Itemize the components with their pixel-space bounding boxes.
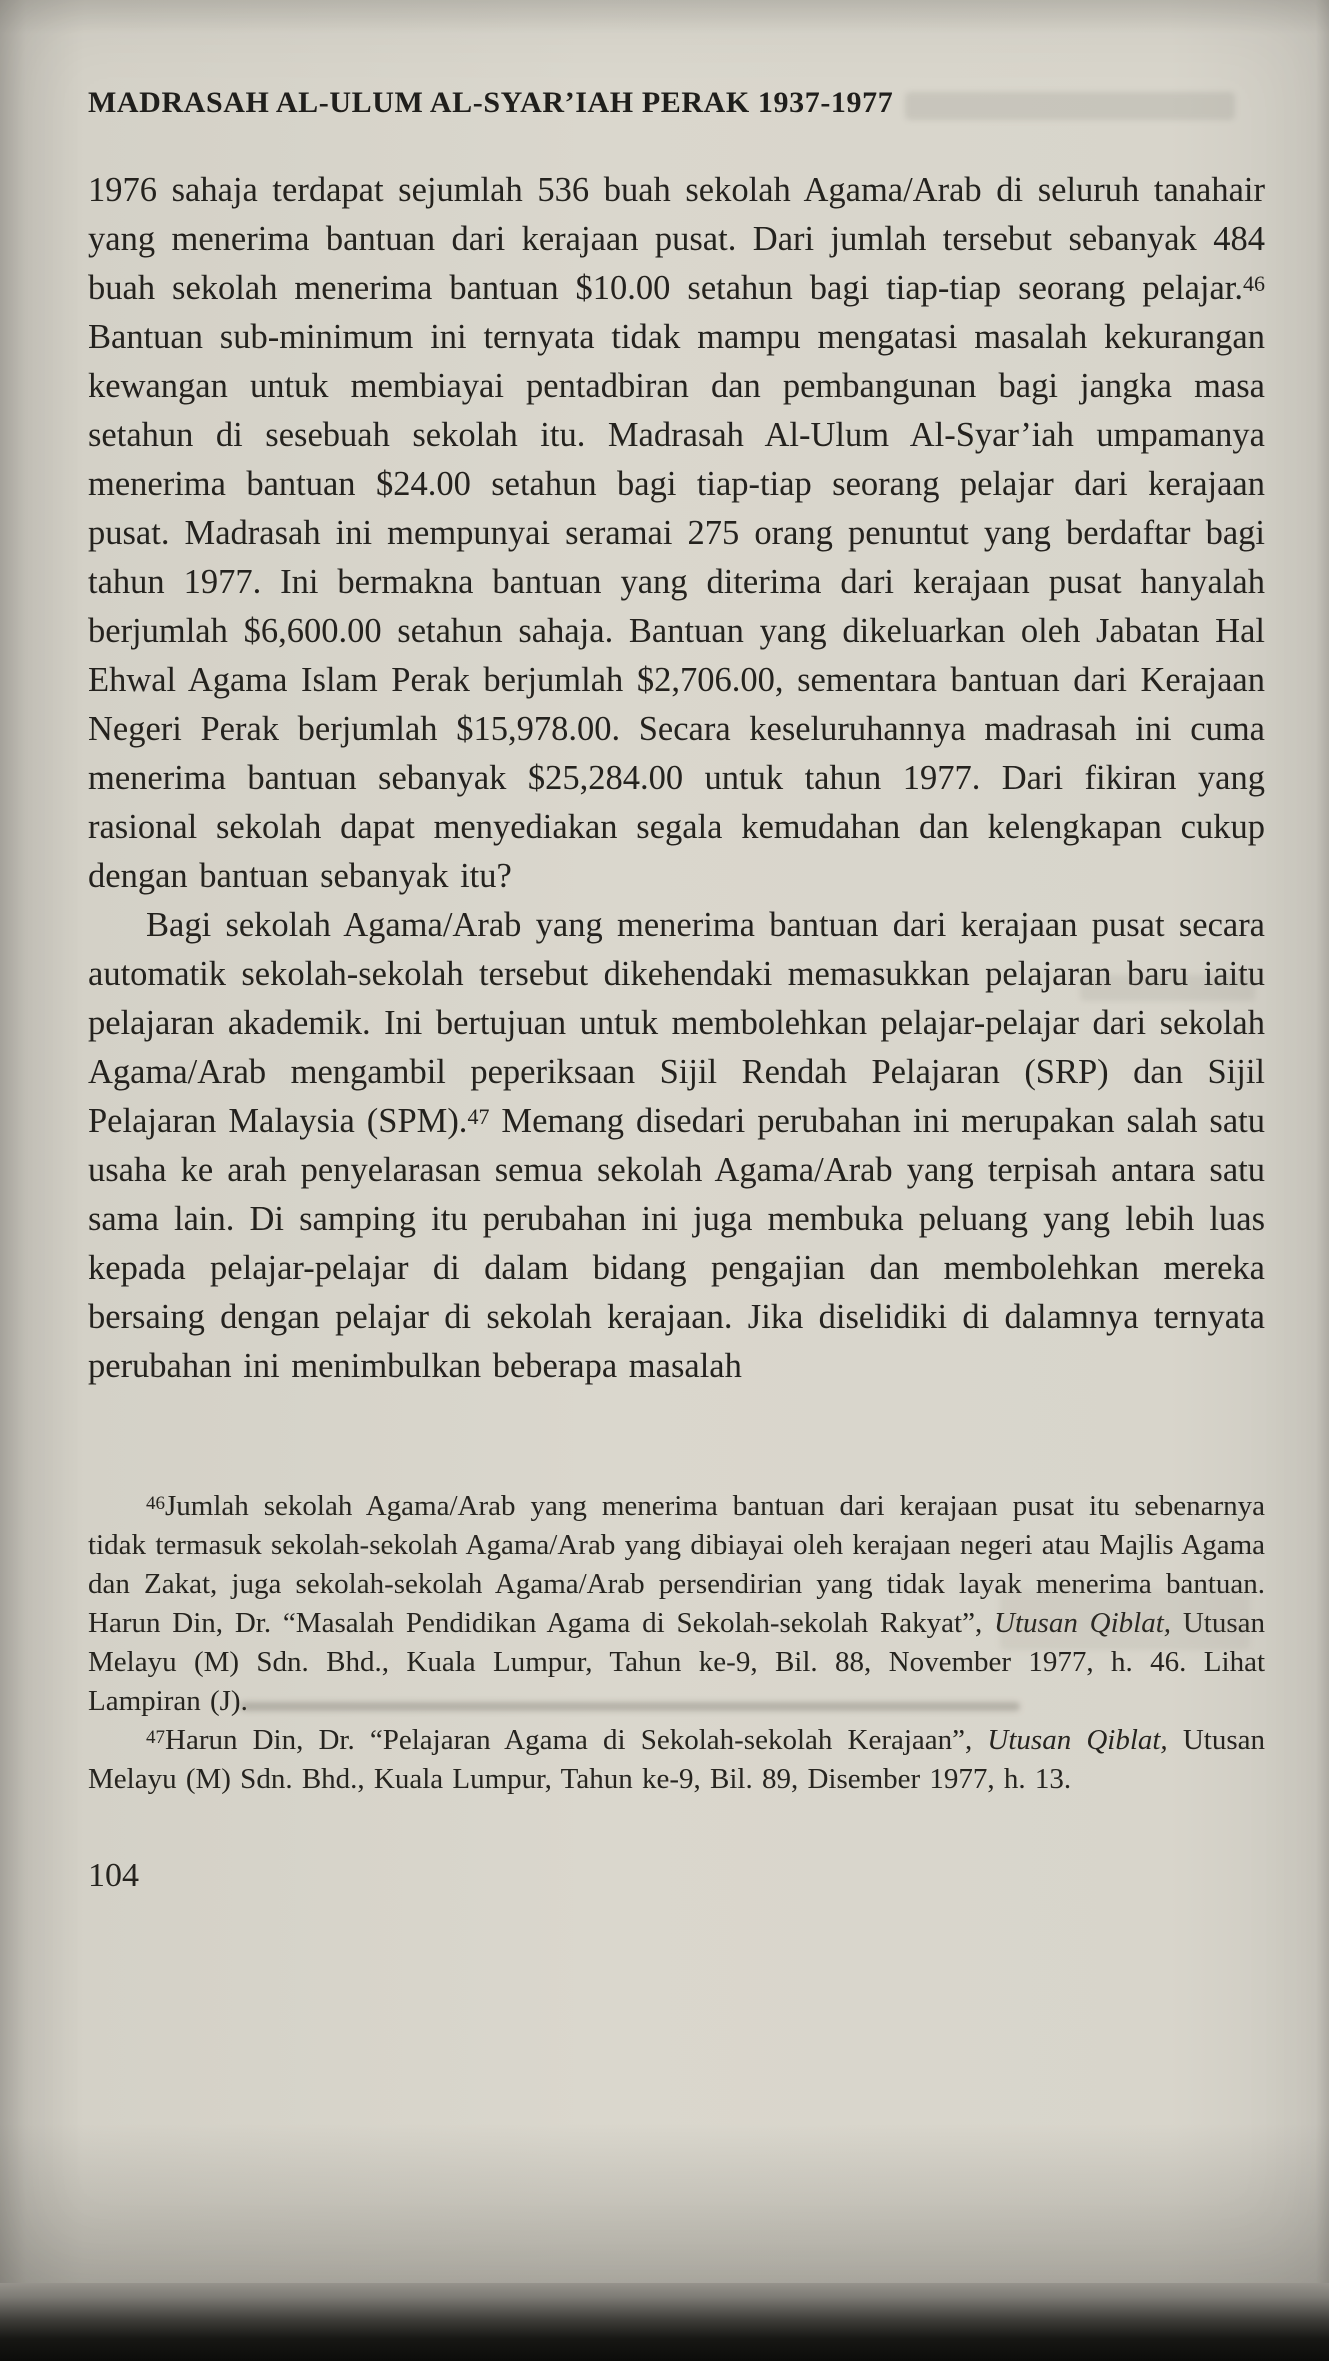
page-number: 104 bbox=[88, 1857, 139, 1894]
page-content bbox=[88, 86, 1265, 1895]
footnote-46 bbox=[88, 1487, 1265, 1721]
body-paragraph-1 bbox=[88, 166, 1265, 901]
text-run: Utusan Melayu (M) Sdn. Bhd., Kuala Lumpur, Tahun ke-9, Bil. 89, Disember 1977, h. 13. bbox=[88, 1724, 1265, 1795]
footnotes-section bbox=[88, 1487, 1265, 1799]
text-run: Memang disedari perubahan ini merupakan salah satu usaha ke arah penyelarasan semua sekolah Agama/Arab yang terpisah antara satu sama lain. Di samping itu perubahan ini juga membuka peluang yang lebih luas kepada pelajar-pelajar di dalam bidang pengajian dan membolehkan mereka bersaing dengan pelajar di sekolah kerajaan. Jika diselidiki di dalamnya ternyata perubahan ini menimbulkan beberapa masalah bbox=[88, 1102, 1265, 1385]
footnote-number-46: 46 bbox=[146, 1493, 165, 1514]
text-run: Bagi sekolah Agama/Arab yang menerima bantuan dari kerajaan pusat secara automatik sekolah-sekolah tersebut dikehendaki memasukkan pelajaran baru iaitu pelajaran akademik. Ini bertujuan untuk membolehkan pelajar-pelajar dari sekolah Agama/Arab mengambil peperiksaan Sijil Rendah Pelajaran (SRP) dan Sijil Pelajaran Malaysia (SPM). bbox=[88, 906, 1265, 1140]
journal-title: Utusan Qiblat, bbox=[994, 1607, 1172, 1639]
text-run: 1976 sahaja terdapat sejumlah 536 buah sekolah Agama/Arab di seluruh tanahair yang menerima bantuan dari kerajaan pusat. Dari jumlah tersebut sebanyak 484 buah sekolah menerima bantuan $10.00 setahun bagi tiap-tiap seorang pelajar. bbox=[88, 171, 1265, 307]
text-run: Harun Din, Dr. “Pelajaran Agama di Sekolah-sekolah Kerajaan”, bbox=[165, 1724, 988, 1756]
scan-bottom-edge bbox=[0, 2283, 1329, 2361]
footnote-number-47: 47 bbox=[146, 1727, 165, 1748]
text-run: Utusan Melayu (M) Sdn. Bhd., Kuala Lumpur, Tahun ke-9, Bil. 88, November 1977, h. 46. Lihat Lampiran (J). bbox=[88, 1607, 1265, 1717]
running-header: MADRASAH AL-ULUM AL-SYAR’IAH PERAK 1937-1977 bbox=[88, 86, 894, 119]
journal-title: Utusan Qiblat, bbox=[987, 1724, 1168, 1756]
body-paragraph-2 bbox=[88, 901, 1265, 1391]
footnote-marker-46: 46 bbox=[1243, 271, 1265, 296]
text-run: Bantuan sub-minimum ini ternyata tidak mampu mengatasi masalah kekurangan kewangan untuk membiayai pentadbiran dan pembangunan bagi jangka masa setahun di sesebuah sekolah itu. Madrasah Al-Ulum Al-Syar’iah umpamanya menerima bantuan $24.00 setahun bagi tiap-tiap seorang pelajar dari kerajaan pusat. Madrasah ini mempunyai seramai 275 orang penuntut yang berdaftar bagi tahun 1977. Ini bermakna bantuan yang diterima dari kerajaan pusat hanyalah berjumlah $6,600.00 setahun sahaja. Bantuan yang dikeluarkan oleh Jabatan Hal Ehwal Agama Islam Perak berjumlah $2,706.00, sementara bantuan dari Kerajaan Negeri Perak berjumlah $15,978.00. Secara keseluruhannya madrasah ini cuma menerima bantuan sebanyak $25,284.00 untuk tahun 1977. Dari fikiran yang rasional sekolah dapat menyediakan segala kemudahan dan kelengkapan cukup dengan bantuan sebanyak itu? bbox=[88, 318, 1265, 895]
footnote-marker-47: 47 bbox=[467, 1104, 490, 1129]
body-text bbox=[88, 166, 1265, 1391]
text-run: Jumlah sekolah Agama/Arab yang menerima bantuan dari kerajaan pusat itu sebenarnya tidak termasuk sekolah-sekolah Agama/Arab yang dibiayai oleh kerajaan negeri atau Majlis Agama dan Zakat, juga sekolah-sekolah Agama/Arab persendirian yang tidak layak menerima bantuan. Harun Din, Dr. “Masalah Pendidikan Agama di Sekolah-sekolah Rakyat”, bbox=[88, 1490, 1265, 1639]
footnote-47 bbox=[88, 1721, 1265, 1799]
